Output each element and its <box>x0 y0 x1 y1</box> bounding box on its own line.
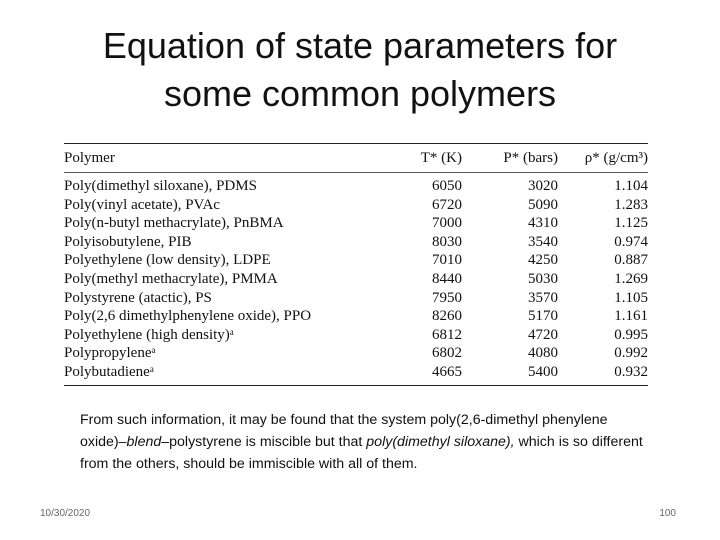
rho-star-cell: 1.125 <box>614 215 648 232</box>
p-star-cell: 4720 <box>528 326 558 343</box>
note-text-1: From such information, it may be found that the system poly(2,6-dimethyl phenylene oxide)– <box>80 412 608 450</box>
t-star-cell: 6720 <box>432 196 462 213</box>
header-rho-star: ρ* (g/cm³) <box>584 150 648 166</box>
t-star-cell: 8440 <box>432 270 462 287</box>
slide-title <box>60 22 660 118</box>
p-star-cell: 5030 <box>528 270 558 287</box>
p-star-cell: 5170 <box>528 308 558 325</box>
rho-star-cell: 1.269 <box>614 270 648 287</box>
slide-title-line-1: Equation of state parameters for <box>102 25 618 66</box>
t-star-cell: 7950 <box>432 289 462 306</box>
table-row <box>64 344 648 363</box>
polymer-name-cell: Poly(n-butyl methacrylate), PnBMA <box>64 215 284 232</box>
note-text-5: which is so different from the others, should be immiscible with all of them. <box>80 434 643 472</box>
t-star-cell: 7000 <box>432 215 462 232</box>
header-t-star: T* (K) <box>420 150 462 166</box>
p-star-cell: 4250 <box>528 252 558 269</box>
slide-page-number: 100 <box>659 508 676 519</box>
rho-star-cell: 0.887 <box>614 252 648 269</box>
table-row <box>64 363 648 382</box>
table-row <box>64 196 648 215</box>
explanation-paragraph <box>80 409 650 475</box>
table-body <box>64 173 648 385</box>
t-star-cell: 8030 <box>432 233 462 250</box>
rho-star-cell: 0.974 <box>614 233 648 250</box>
table-row <box>64 307 648 326</box>
parameters-table <box>64 143 648 386</box>
t-star-cell: 7010 <box>432 252 462 269</box>
header-p-star: P* (bars) <box>503 150 558 166</box>
note-text-3: –polystyrene is miscible but that <box>161 434 367 450</box>
table-row <box>64 289 648 308</box>
table-row <box>64 233 648 252</box>
t-star-cell: 4665 <box>432 363 462 380</box>
polymer-name-cell: Poly(dimethyl siloxane), PDMS <box>64 178 257 194</box>
table-header-row <box>64 144 648 172</box>
rho-star-cell: 1.104 <box>614 178 648 194</box>
t-star-cell: 6812 <box>432 326 462 343</box>
p-star-cell: 3020 <box>528 178 558 194</box>
rho-star-cell: 0.995 <box>614 326 648 343</box>
table-bottom-rule <box>64 385 648 386</box>
polymer-name-cell: Polyethylene (high density)ᵃ <box>64 326 234 343</box>
p-star-cell: 3540 <box>528 233 558 250</box>
t-star-cell: 6050 <box>432 178 462 194</box>
polymer-name-cell: Polyethylene (low density), LDPE <box>64 252 271 269</box>
p-star-cell: 5090 <box>528 196 558 213</box>
table-row <box>64 270 648 289</box>
p-star-cell: 5400 <box>528 363 558 380</box>
polymer-name-cell: Polyisobutylene, PIB <box>64 233 192 250</box>
note-text-pdms: poly(dimethyl siloxane), <box>366 434 515 450</box>
rho-star-cell: 0.992 <box>614 345 648 362</box>
slide-title-line-2: some common polymers <box>163 73 557 114</box>
slide-date: 10/30/2020 <box>40 508 91 519</box>
p-star-cell: 4080 <box>528 345 558 362</box>
table-row <box>64 251 648 270</box>
p-star-cell: 3570 <box>528 289 558 306</box>
t-star-cell: 6802 <box>432 345 462 362</box>
polymer-name-cell: Polybutadieneᵃ <box>64 363 154 380</box>
table-row <box>64 177 648 196</box>
table-row <box>64 326 648 345</box>
polymer-name-cell: Poly(methyl methacrylate), PMMA <box>64 270 278 287</box>
rho-star-cell: 1.105 <box>614 289 648 306</box>
polymer-name-cell: Poly(vinyl acetate), PVAc <box>64 196 220 213</box>
polymer-name-cell: Polystyrene (atactic), PS <box>64 289 212 306</box>
rho-star-cell: 0.932 <box>614 363 648 380</box>
table-row <box>64 214 648 233</box>
p-star-cell: 4310 <box>528 215 558 232</box>
note-text-blend: blend <box>126 434 162 450</box>
polymer-name-cell: Poly(2,6 dimethylphenylene oxide), PPO <box>64 308 312 325</box>
rho-star-cell: 1.283 <box>614 196 648 213</box>
rho-star-cell: 1.161 <box>614 308 648 325</box>
header-polymer: Polymer <box>64 150 115 166</box>
t-star-cell: 8260 <box>432 308 462 325</box>
polymer-name-cell: Polypropyleneᵃ <box>64 345 156 362</box>
